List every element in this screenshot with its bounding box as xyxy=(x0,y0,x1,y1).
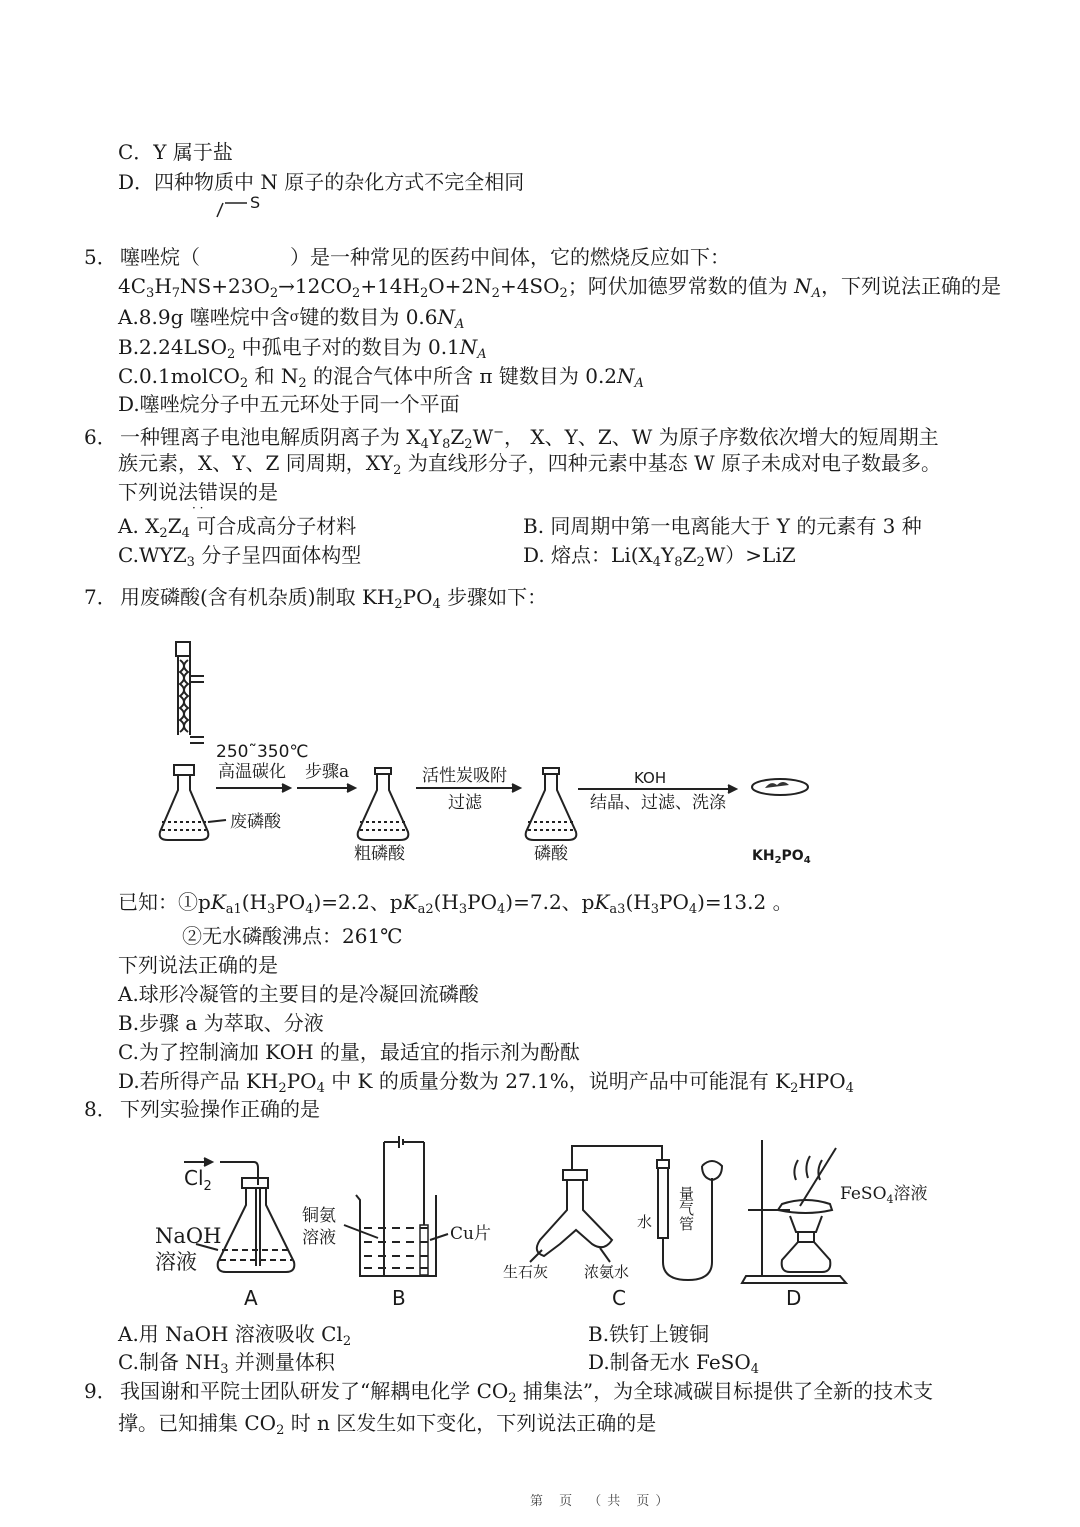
fig-b-electrode: Cu片 xyxy=(450,1224,491,1244)
fig-c-water: 水 xyxy=(637,1213,653,1231)
q4-option-d: D．四种物质中 N 原子的杂化方式不完全相同 xyxy=(118,170,525,194)
fig-c-left: 生石灰 xyxy=(503,1263,549,1281)
struct-s-label: S xyxy=(250,193,261,212)
q7-option-a: A.球形冷凝管的主要目的是冷凝回流磷酸 xyxy=(118,982,479,1006)
step3-bottom-label: 过滤 xyxy=(448,793,482,813)
q9-line1: 9． 我国谢和平院士团队研发了“解耦电化学 $CO_2$ 捕集法”，为全球减碳目标提供了全新的技术支 xyxy=(84,1379,934,1406)
product-label: $KH_2PO_4$ xyxy=(752,848,811,866)
q8-stem: 8． 下列实验操作正确的是 xyxy=(84,1097,320,1121)
q4-option-c: C．Y 属于盐 xyxy=(118,140,233,164)
fig-b-letter: B xyxy=(392,1286,406,1310)
q6-stem-line1: 6． 一种锂离子电池电解质阴离子为 $X_4Y_8Z_2W^-$， X、Y、Z、W 为原子序数依次增大的短周期主 xyxy=(84,425,939,452)
q5-option-b: $B.2.24LSO_2$ 中孤电子对的数目为 $0.1N_A$ xyxy=(118,335,487,362)
fig-c-tube: 量气管 xyxy=(677,1186,695,1231)
flask2-label: 粗磷酸 xyxy=(354,844,405,864)
q8-option-c: C.制备 $NH_3$ 并测量体积 xyxy=(118,1350,335,1377)
q6-option-d: D. 熔点：$Li(X_4Y_8Z_2W)>LiZ$ xyxy=(523,543,796,570)
temp-label: 250˜350℃ xyxy=(216,742,309,762)
q7-stem: 7． 用废磷酸(含有机杂质)制取 $KH_2PO_4$ 步骤如下： xyxy=(84,585,548,612)
q7-prompt: 下列说法正确的是 xyxy=(118,953,278,977)
q8-option-d: D.制备无水 FeSO$_4$ xyxy=(588,1350,760,1377)
q7-option-d: D.若所得产品 $KH_2PO_4$ 中 K 的质量分数为 27.1%，说明产品中可能混有 $K_2HPO_4$ xyxy=(118,1069,854,1096)
fig-a-solution-2: 溶液 xyxy=(155,1250,197,1274)
q5-option-d: D.噻唑烷分子中五元环处于同一个平面 xyxy=(118,392,460,416)
emphasis-dots: · · xyxy=(192,501,204,515)
fig-a-gas: $Cl_2$ xyxy=(184,1166,212,1194)
step4-bottom-label: 结晶、过滤、洗涤 xyxy=(590,793,726,813)
fig-d-letter: D xyxy=(786,1286,802,1310)
q6-option-b: B. 同周期中第一电离能大于 Y 的元素有 3 种 xyxy=(523,514,922,538)
q5-stem: 5． 噻唑烷（ ）是一种常见的医药中间体，它的燃烧反应如下： xyxy=(84,245,730,269)
q6-stem-line3: 下列说法错误的是 xyxy=(118,480,278,504)
page-footer: 第 页 （共 页） xyxy=(530,1494,675,1509)
step4-top-label: KOH xyxy=(634,769,667,787)
q6-option-a: A. $X_2Z_4$ 可合成高分子材料 xyxy=(118,514,357,541)
q5-equation: $4C_3H_7NS+23O_2\to 12CO_2+14H_2O+2N_2+4SO_2$；阿伏加德罗常数的值为 $N_A$，下列说法正确的是 xyxy=(118,274,1002,301)
q5-option-a: A.8.9g 噻唑烷中含σ键的数目为 $0.6N_A$ xyxy=(118,305,465,332)
step1-label: 高温碳化 xyxy=(218,762,286,782)
fig-c-letter: C xyxy=(612,1286,626,1310)
q8-option-b: B.铁钉上镀铜 xyxy=(588,1322,710,1346)
q7-known-2: ②无水磷酸沸点：261℃ xyxy=(182,924,403,948)
q9-line2: 撑。已知捕集 $CO_2$ 时 n 区发生如下变化，下列说法正确的是 xyxy=(118,1411,657,1438)
fig-c-right: 浓氨水 xyxy=(584,1263,630,1281)
flask3-label: 磷酸 xyxy=(534,844,568,864)
fig-b-solution-2: 溶液 xyxy=(302,1228,336,1248)
step2-label: 步骤a xyxy=(305,762,350,782)
flask1-label: 废磷酸 xyxy=(230,812,281,832)
step3-top-label: 活性炭吸附 xyxy=(422,766,507,786)
q7-option-c: C.为了控制滴加 KOH 的量，最适宜的指示剂为酚酞 xyxy=(118,1040,580,1064)
fig-b-solution-1: 铜氨 xyxy=(302,1206,336,1226)
fig-a-solution-1: NaOH xyxy=(155,1224,222,1248)
q6-stem-line2: 族元素，X、Y、Z 同周期，$XY_2$ 为直线形分子，四种元素中基态 W 原子未成对电子数最多。 xyxy=(118,451,942,478)
q7-option-b: B.步骤 a 为萃取、分液 xyxy=(118,1011,324,1035)
fig-a-letter: A xyxy=(244,1286,258,1310)
q5-option-c: C.0.1molCO$_2$ 和 $N_2$ 的混合气体中所含 π 键数目为 $0.2N_A$ xyxy=(118,364,644,391)
q8-option-a: A.用 NaOH 溶液吸收 $Cl_2$ xyxy=(118,1322,352,1349)
q6-option-c: $C.WYZ_3$ 分子呈四面体构型 xyxy=(118,543,362,570)
fig-d-label: FeSO$_4$溶液 xyxy=(840,1184,928,1206)
q7-known-1: 已知：$①pK_{a1}(H_3PO_4)=2.2$、$pK_{a2}(H_3PO_4)=7.2$、$pK_{a3}(H_3PO_4)=13.2$ 。 xyxy=(118,890,793,917)
